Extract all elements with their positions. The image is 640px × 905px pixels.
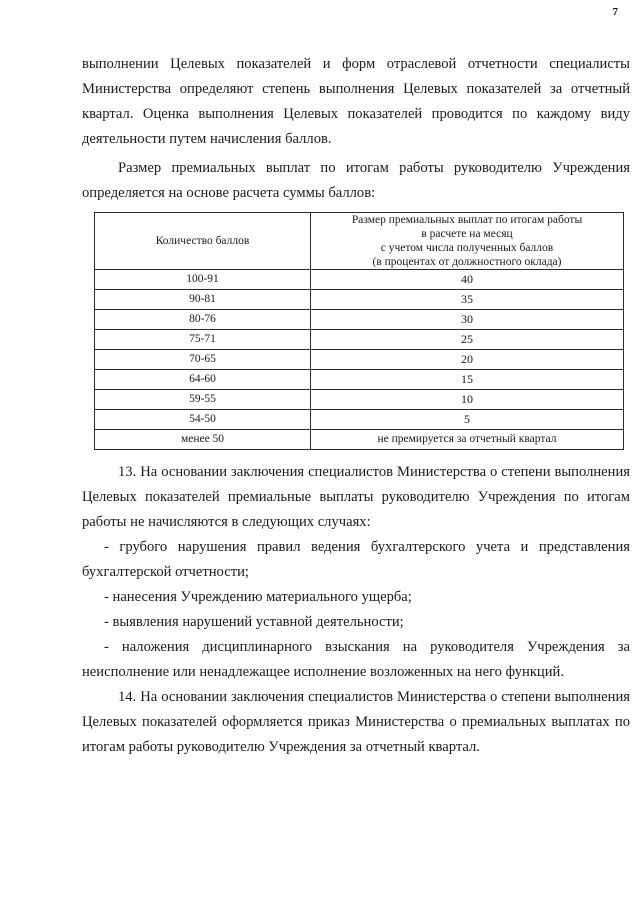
header-bonus-size <box>311 213 624 270</box>
document-body <box>82 52 630 760</box>
paragraph-continuation: выполнении Целевых показателей и форм отраслевой отчетности специалисты Министерства определяют степень выполнения Целевых показателей за отчетный квартал. Оценка выполнения Целевых показателей проводится по каждому виду деятельности путем начисления баллов. <box>82 56 630 147</box>
list-item: - нанесения Учреждению материального ущерба; <box>104 589 412 605</box>
header-bonus-line: с учетом числа полученных баллов <box>380 242 554 254</box>
header-bonus-line: Размер премиальных выплат по итогам работы <box>351 214 583 226</box>
cell-percent: 30 <box>311 310 624 330</box>
paragraph-bonus-intro: Размер премиальных выплат по итогам работы руководителю Учреждения определяется на основе расчета суммы баллов: <box>82 160 630 201</box>
list-item: - грубого нарушения правил ведения бухгалтерского учета и представления бухгалтерской отчетности; <box>82 539 630 580</box>
table-row <box>95 410 624 430</box>
cell-points: 100-91 <box>95 270 311 290</box>
cell-points: 80-76 <box>95 310 311 330</box>
table-row <box>95 270 624 290</box>
page-number: 7 <box>612 6 618 18</box>
bonus-score-table <box>94 212 624 450</box>
cell-points: 54-50 <box>95 410 311 430</box>
list-item: - выявления нарушений уставной деятельности; <box>104 614 404 630</box>
table-row <box>95 430 624 450</box>
cell-points: 90-81 <box>95 290 311 310</box>
cell-percent: 35 <box>311 290 624 310</box>
list-item: - наложения дисциплинарного взыскания на руководителя Учреждения за неисполнение или ненадлежащее исполнение возложенных на него функций. <box>82 639 630 680</box>
cell-percent: 40 <box>311 270 624 290</box>
cell-percent: 10 <box>311 390 624 410</box>
header-points: Количество баллов <box>95 213 311 270</box>
table-row <box>95 330 624 350</box>
table-row <box>95 350 624 370</box>
cell-percent: 25 <box>311 330 624 350</box>
cell-percent: 20 <box>311 350 624 370</box>
cell-percent: 5 <box>311 410 624 430</box>
cell-points: 75-71 <box>95 330 311 350</box>
table-row <box>95 290 624 310</box>
table-row <box>95 370 624 390</box>
cell-points: менее 50 <box>95 430 311 450</box>
cell-points: 64-60 <box>95 370 311 390</box>
cell-percent: не премируется за отчетный квартал <box>311 430 624 450</box>
cell-points: 59-55 <box>95 390 311 410</box>
table-row <box>95 310 624 330</box>
cell-points: 70-65 <box>95 350 311 370</box>
cell-percent: 15 <box>311 370 624 390</box>
table-header-row <box>95 213 624 270</box>
header-bonus-line: в расчете на месяц <box>421 228 513 240</box>
header-bonus-line: (в процентах от должностного оклада) <box>372 256 562 268</box>
paragraph-14: 14. На основании заключения специалистов Министерства о степени выполнения Целевых показателей оформляется приказ Министерства о премиальных выплатах по итогам работы руководителю Учреждения за отчетный квартал. <box>82 689 630 755</box>
table-row <box>95 390 624 410</box>
paragraph-13: 13. На основании заключения специалистов Министерства о степени выполнения Целевых показателей премиальные выплаты руководителю Учреждения по итогам работы не начисляются в следующих случаях: <box>82 464 630 530</box>
